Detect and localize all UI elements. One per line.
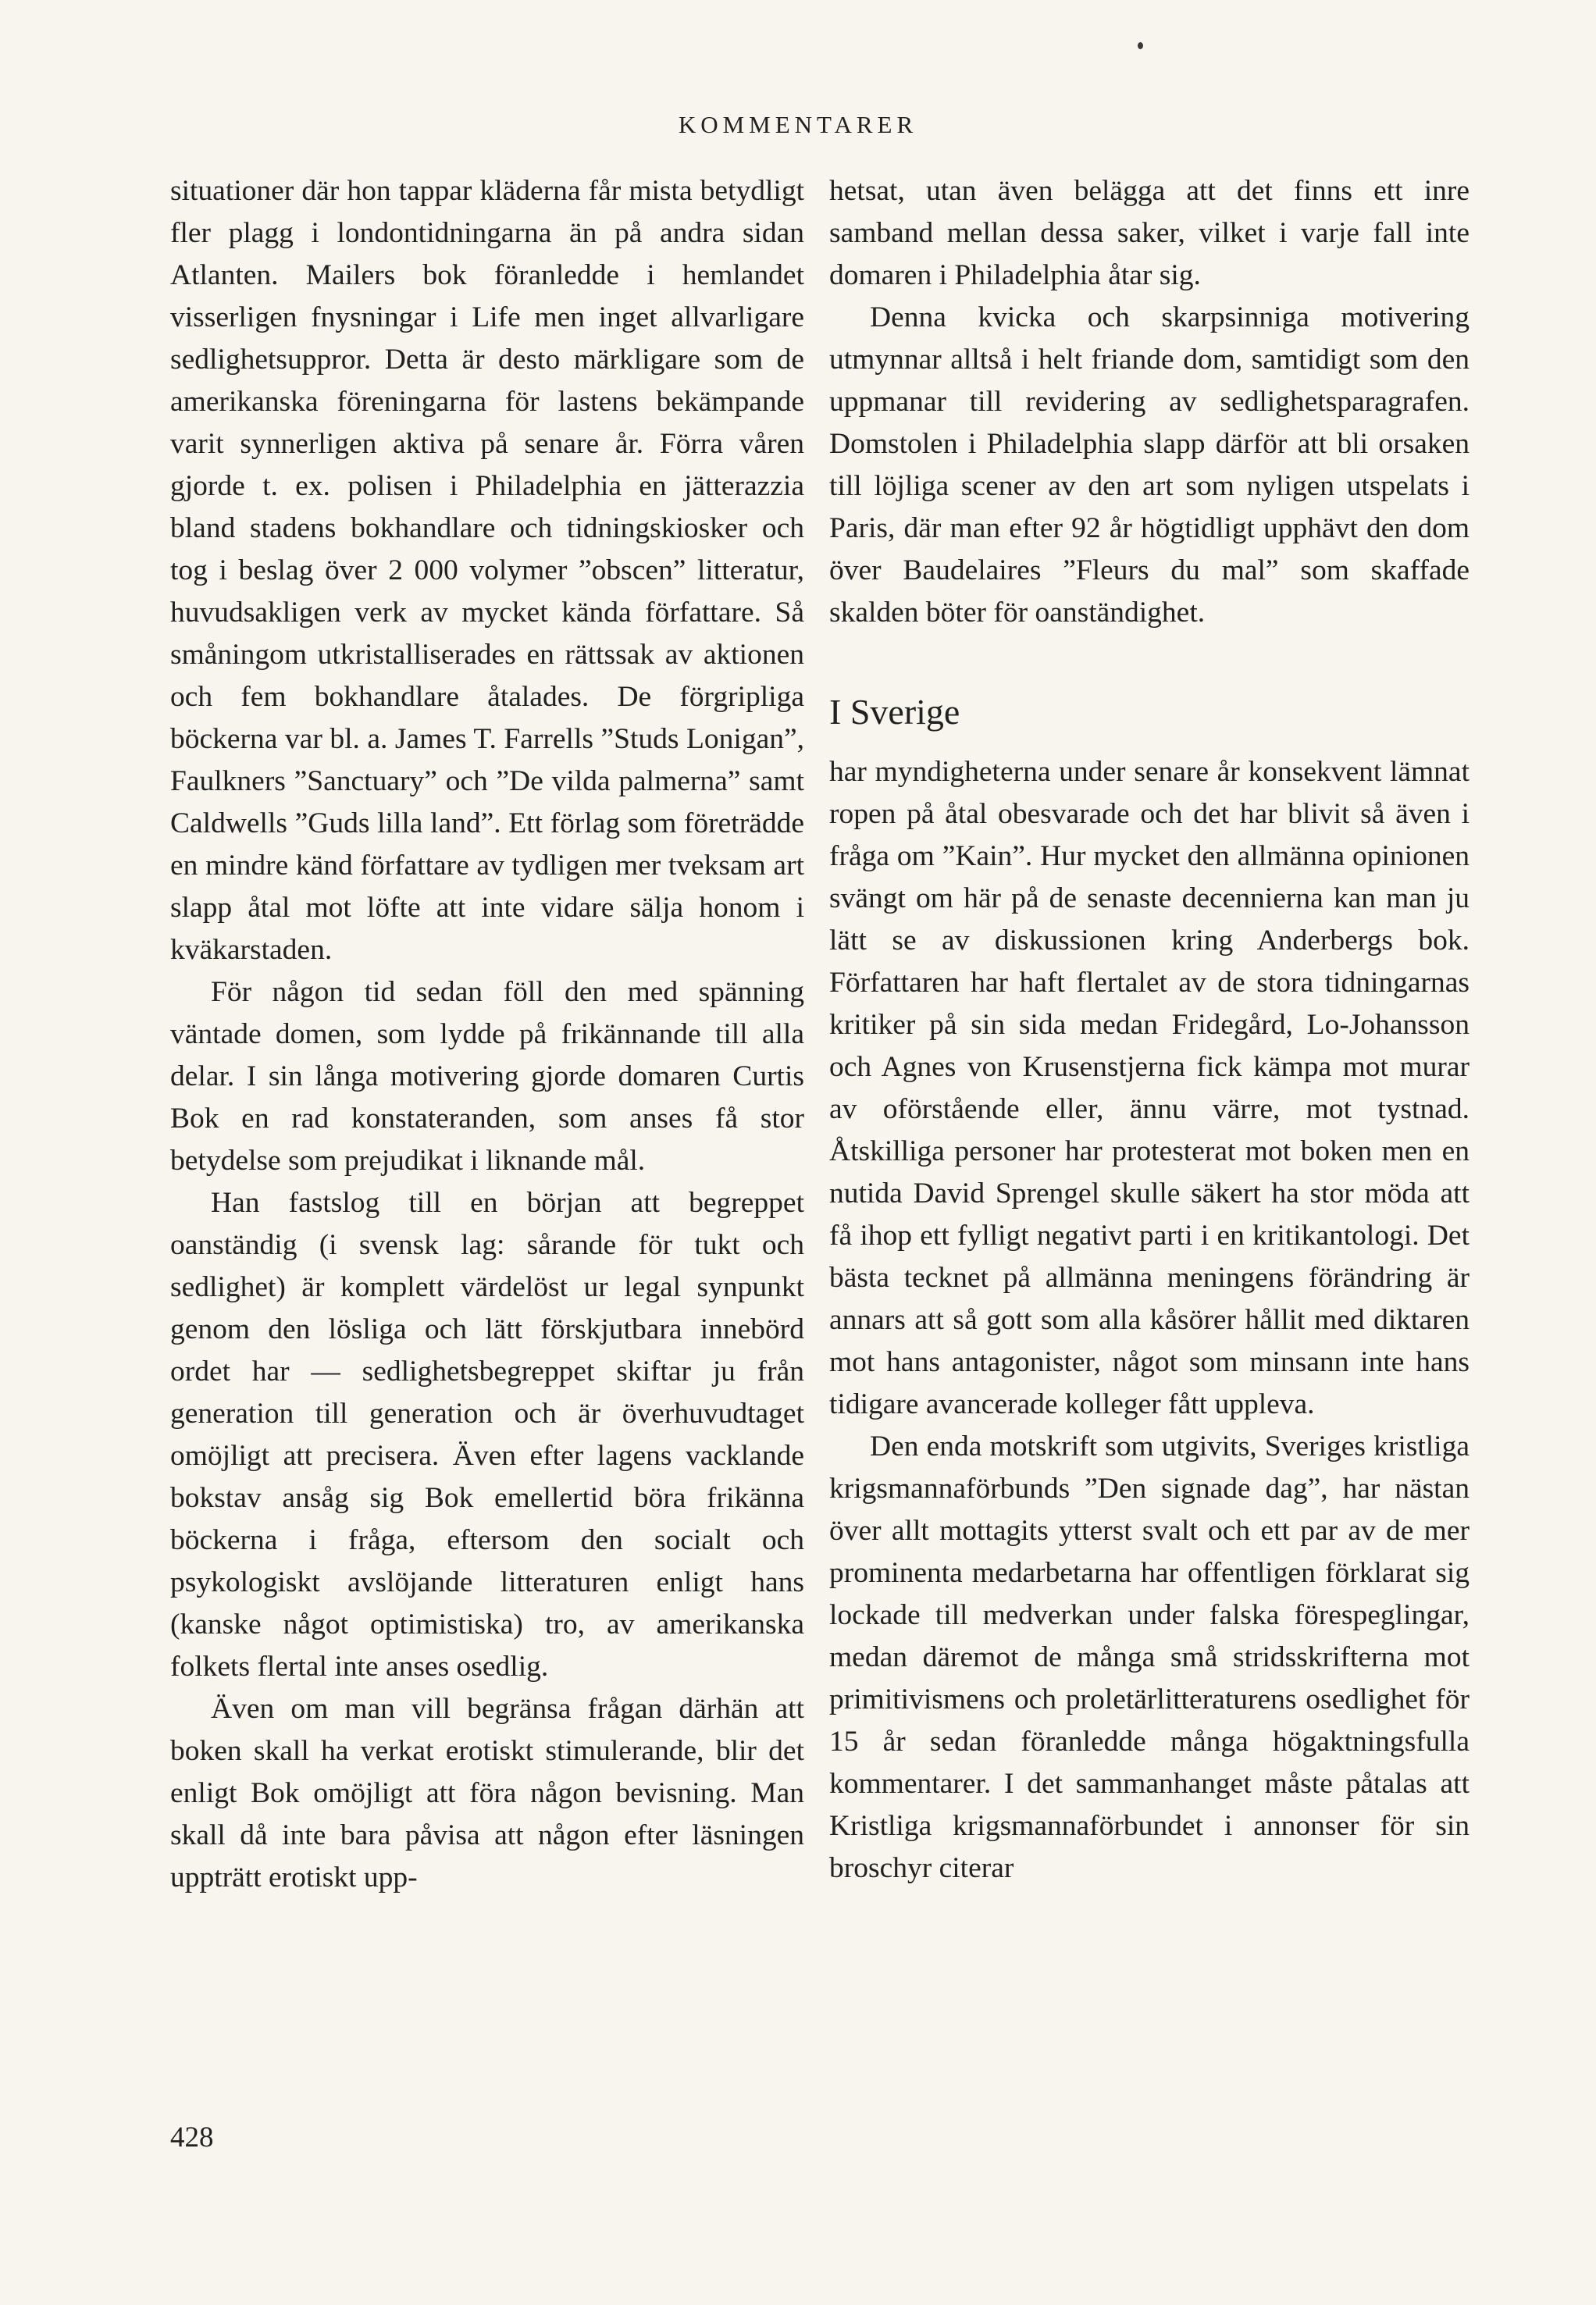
paragraph: Denna kvicka och skarpsinniga motivering utmynnar alltså i helt friande dom, samtidigt som den uppmanar till revidering av sedlighetsparagrafen. Domstolen i Philadelphia slapp därför att bli orsaken till löjliga scener av den art som nyligen utspelats i Paris, där man efter 92 år högtidligt upphävt den dom över Baudelaires ”Fleurs du mal” som skaffade skalden böter för oanständighet. [829,301,1470,629]
left-column [170,170,804,1899]
paragraph: Den enda motskrift som utgivits, Sveriges kristliga krigsmannaförbunds ”Den signade dag”, har nästan över allt mottagits ytterst svalt och ett par av de mer prominenta medarbetarna har offentligen förklarat sig lockade till medverkan under falska förespeglingar, medan däremot de många små stridsskrifterna mot primitivismens och proletärlitteraturens osedlighet för 15 år sedan föranledde många högaktningsfulla kommentarer. I det sammanhanget måste påtalas att Kristliga krigsmannaförbundet i annonser för sin broschyr citerar [829,1430,1470,1884]
running-header: KOMMENTARER [678,111,918,138]
page-number: 428 [170,2122,214,2154]
paragraph: situationer där hon tappar kläderna får mista betydligt fler plagg i londontidningarna än på andra sidan Atlanten. Mailers bok föranledde i hemlandet visserligen fnysningar i Life men inget allvarligare sedlighetsuppror. Detta är desto märkligare som de amerikanska föreningarna för lastens bekämpande varit synnerligen aktiva på senare år. Förra våren gjorde t. ex. polisen i Philadelphia en jätterazzia bland stadens bokhandlare och tidningskiosker och tog i beslag över 2 000 volymer ”obscen” litteratur, huvudsakligen verk av mycket kända författare. Så småningom utkristalliserades en rättssak av aktionen och fem bokhandlare åtalades. De förgripliga böckerna var bl. a. James T. Farrells ”Studs Lonigan”, Faulkners ”Sanctuary” och ”De vilda palmerna” samt Caldwells ”Guds lilla land”. Ett förlag som företrädde en mindre känd författare av tydligen mer tveksam art slapp åtal mot löfte att inte vidare sälja honom i kväkarstaden. [170,175,804,966]
paragraph: Även om man vill begränsa frågan därhän att boken skall ha verkat erotiskt stimulerande, blir det enligt Bok omöjligt att föra någon bevisning. Man skall då inte bara påvisa att någon efter läsningen uppträtt erotiskt upp- [170,1693,804,1894]
right-column [829,170,1470,1890]
paragraph: hetsat, utan även belägga att det finns ett inre samband mellan dessa saker, vilket i varje fall inte domaren i Philadelphia åtar sig. [829,175,1470,291]
ink-speck [1138,42,1143,49]
paragraph: För någon tid sedan föll den med spänning väntade domen, som lydde på frikännande till alla delar. I sin långa motivering gjorde domaren Curtis Bok en rad konstateranden, som anses få stor betydelse som prejudikat i liknande mål. [170,976,804,1177]
section-heading: I Sverige [829,692,960,732]
paragraph: har myndigheterna under senare år konsekvent lämnat ropen på åtal obesvarade och det har blivit så även i fråga om ”Kain”. Hur mycket den allmänna opinionen svängt om här på de senaste decennierna kan man ju lätt se av diskussionen kring Anderbergs bok. Författaren har haft flertalet av de stora tidningarnas kritiker på sin sida medan Fridegård, Lo-Johansson och Agnes von Krusenstjerna fick kämpa mot murar av oförstående eller, ännu värre, mot tystnad. Åtskilliga personer har protesterat mot boken men en nutida David Sprengel skulle säkert ha stor möda att få ihop ett fylligt negativt parti i en kritikantologi. Det bästa tecknet på allmänna meningens förändring är annars att så gott som alla kåsörer hållit med diktaren mot hans antagonister, något som minsann inte hans tidigare avancerade kolleger fått uppleva. [829,756,1470,1420]
paragraph: Han fastslog till en början att begreppet oanständig (i svensk lag: sårande för tukt och sedlighet) är komplett värdelöst ur legal synpunkt genom den lösliga och lätt förskjutbara innebörd ordet har — sedlighetsbegreppet skiftar ju från generation till generation och är överhuvudtaget omöjligt att precisera. Även efter lagens vacklande bokstav ansåg sig Bok emellertid böra frikänna böckerna i fråga, eftersom den socialt och psykologiskt avslöjande litteraturen enligt hans (kanske något optimistiska) tro, av amerikanska folkets flertal inte anses osedlig. [170,1187,804,1683]
